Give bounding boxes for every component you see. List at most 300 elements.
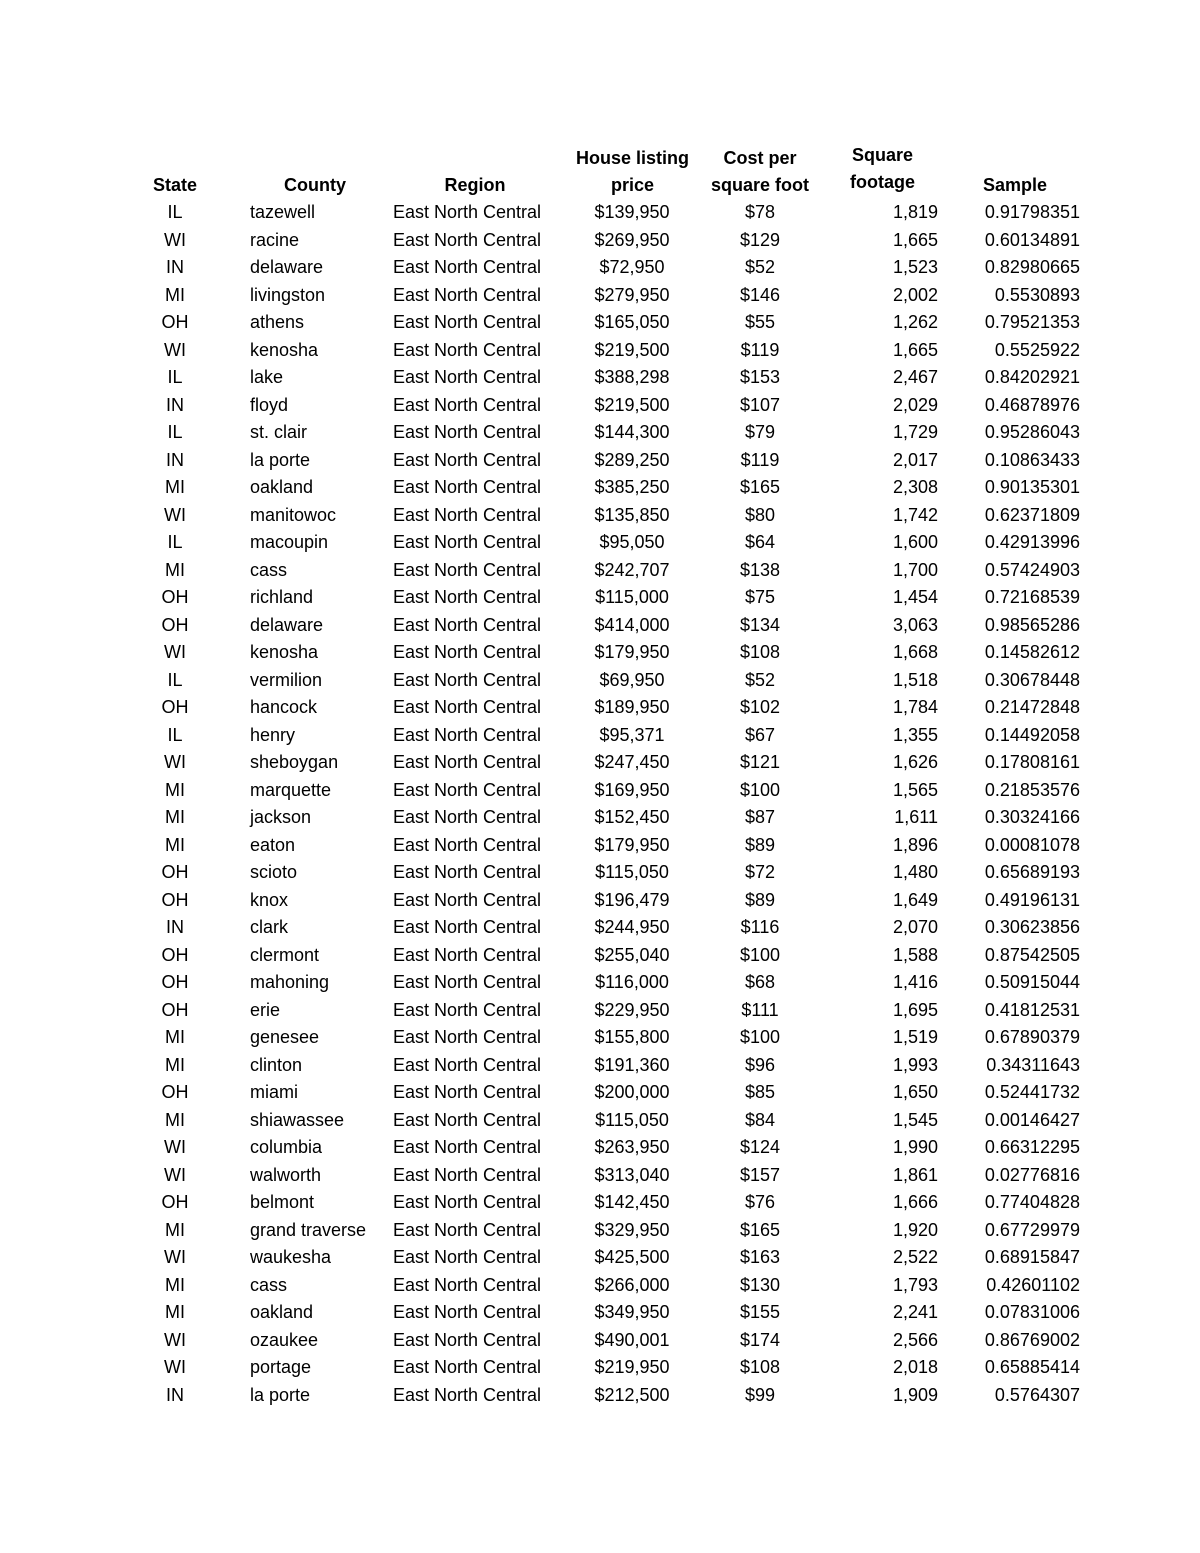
state-cell: MI [165, 559, 185, 580]
table-row [120, 227, 1090, 255]
square-footage-cell: 1,993 [892, 1054, 938, 1075]
listing-price-cell: $219,950 [594, 1357, 670, 1377]
region-cell: East North Central [393, 312, 542, 332]
sample-cell: 0.14492058 [984, 724, 1080, 745]
region-cell: East North Central [393, 834, 542, 855]
state-cell: WI [164, 1137, 186, 1157]
region-cell: East North Central [393, 422, 542, 442]
sample-cell: 0.07831006 [984, 1302, 1080, 1322]
cost-per-sqft-cell: $99 [744, 1384, 776, 1405]
state-cell: IL [167, 367, 183, 387]
square-footage-cell: 1,700 [892, 559, 938, 580]
cost-per-sqft-cell: $55 [744, 312, 776, 332]
state-cell: OH [161, 614, 189, 635]
square-footage-cell: 1,729 [892, 422, 938, 442]
listing-price-cell: $329,950 [594, 1219, 670, 1240]
table-row [120, 832, 1090, 860]
listing-price-cell: $279,950 [594, 284, 670, 305]
cost-per-sqft-cell: $174 [739, 1329, 781, 1350]
listing-price-cell: $165,050 [594, 312, 670, 332]
table-row [120, 1189, 1090, 1217]
county-cell: grand traverse [250, 1219, 367, 1240]
sample-cell: 0.30623856 [984, 917, 1080, 937]
state-cell: IN [166, 449, 184, 470]
sample-cell: 0.84202921 [984, 367, 1080, 387]
cost-per-sqft-cell: $108 [739, 642, 781, 662]
listing-price-cell: $255,040 [594, 944, 670, 965]
region-cell: East North Central [393, 614, 542, 635]
cost-per-sqft-cell: $157 [739, 1164, 781, 1185]
county-cell: oakland [250, 477, 314, 497]
region-cell: East North Central [393, 257, 542, 277]
sample-cell: 0.57424903 [984, 559, 1080, 580]
region-cell: East North Central [393, 449, 542, 470]
county-cell: la porte [250, 449, 311, 470]
square-footage-cell: 1,665 [892, 339, 938, 360]
county-cell: columbia [250, 1137, 323, 1157]
listing-price-cell: $189,950 [594, 697, 670, 717]
table-row [120, 722, 1090, 750]
state-cell: OH [161, 697, 189, 717]
state-cell: OH [161, 999, 189, 1020]
listing-price-cell: $72,950 [599, 257, 665, 277]
sample-cell: 0.72168539 [984, 587, 1080, 607]
state-cell: MI [165, 1219, 185, 1240]
square-footage-cell: 1,668 [892, 642, 938, 662]
square-footage-cell: 2,070 [892, 917, 938, 937]
state-cell: OH [161, 862, 189, 882]
cost-per-sqft-cell: $134 [739, 614, 781, 635]
sample-cell: 0.14582612 [984, 642, 1080, 662]
sample-cell: 0.86769002 [984, 1329, 1080, 1350]
state-cell: MI [165, 779, 185, 800]
square-footage-cell: 1,695 [892, 999, 938, 1020]
cost-per-sqft-cell: $100 [739, 1027, 781, 1047]
cost-per-sqft-cell: $100 [739, 779, 781, 800]
sample-cell: 0.42601102 [986, 1274, 1080, 1295]
listing-price-cell: $263,950 [594, 1137, 670, 1157]
state-cell: WI [164, 504, 186, 525]
region-cell: East North Central [393, 752, 542, 772]
square-footage-cell: 1,742 [892, 504, 938, 525]
listing-price-cell: $414,000 [594, 614, 670, 635]
sample-cell: 0.49196131 [984, 889, 1080, 910]
region-cell: East North Central [393, 1054, 542, 1075]
region-cell: East North Central [393, 394, 542, 415]
sample-cell: 0.21472848 [984, 697, 1080, 717]
cost-per-sqft-cell: $52 [744, 669, 776, 690]
table-row [120, 557, 1090, 585]
sample-cell: 0.90135301 [984, 477, 1080, 497]
region-cell: East North Central [393, 1247, 542, 1267]
square-footage-cell: 2,017 [892, 449, 938, 470]
region-cell: East North Central [393, 532, 542, 552]
cost-per-sqft-cell: $116 [740, 917, 780, 937]
cost-per-sqft-cell: $124 [739, 1137, 781, 1157]
state-cell: IL [167, 422, 183, 442]
listing-price-cell: $313,040 [594, 1164, 670, 1185]
cost-per-sqft-cell: $72 [744, 862, 776, 882]
table-row [120, 859, 1090, 887]
county-cell: scioto [250, 862, 298, 882]
listing-price-cell: $196,479 [594, 889, 670, 910]
county-cell: genesee [250, 1027, 320, 1047]
region-cell: East North Central [393, 779, 542, 800]
listing-price-cell: $388,298 [594, 367, 670, 387]
listing-price-cell: $212,500 [594, 1384, 670, 1405]
cost-per-sqft-cell: $100 [739, 944, 781, 965]
state-cell: OH [161, 1082, 189, 1102]
table-row [120, 914, 1090, 942]
cost-per-sqft-cell: $119 [740, 339, 780, 360]
table-row [120, 667, 1090, 695]
square-footage-cell: 1,665 [892, 229, 938, 250]
region-cell: East North Central [393, 1109, 542, 1130]
region-cell: East North Central [393, 1274, 542, 1295]
state-cell: IN [166, 917, 184, 937]
cost-per-sqft-cell: $129 [739, 229, 781, 250]
table-row [120, 612, 1090, 640]
county-cell: ozaukee [250, 1329, 319, 1350]
region-cell: East North Central [393, 1027, 542, 1047]
cost-per-sqft-cell: $146 [739, 284, 781, 305]
cost-per-sqft-cell: $89 [744, 889, 776, 910]
table-row [120, 1217, 1090, 1245]
sample-cell: 0.82980665 [984, 257, 1080, 277]
sample-cell: 0.5764307 [994, 1384, 1080, 1405]
county-cell: delaware [250, 257, 324, 277]
listing-price-cell: $152,450 [594, 807, 670, 827]
state-cell: OH [161, 312, 189, 332]
sample-cell: 0.30324166 [984, 807, 1080, 827]
square-footage-cell: 1,920 [892, 1219, 938, 1240]
state-cell: WI [164, 752, 186, 772]
region-cell: East North Central [393, 1302, 542, 1322]
county-cell: vermilion [250, 669, 323, 690]
county-cell: kenosha [250, 642, 319, 662]
state-cell: IN [166, 257, 184, 277]
cost-per-sqft-cell: $119 [740, 449, 780, 470]
sample-cell: 0.5525922 [994, 339, 1080, 360]
cost-per-sqft-cell: $153 [739, 367, 781, 387]
state-cell: IL [167, 202, 183, 222]
state-cell: IL [167, 669, 183, 690]
cost-per-sqft-cell: $165 [739, 1219, 781, 1240]
cost-per-sqft-cell: $68 [744, 972, 776, 992]
table-row [120, 1162, 1090, 1190]
cost-per-sqft-cell: $87 [744, 807, 776, 827]
listing-price-cell: $229,950 [594, 999, 670, 1020]
region-cell: East North Central [393, 669, 542, 690]
county-cell: richland [250, 587, 314, 607]
square-footage-cell: 1,523 [892, 257, 938, 277]
sample-cell: 0.5530893 [994, 284, 1080, 305]
sample-cell: 0.95286043 [984, 422, 1080, 442]
table-row [120, 969, 1090, 997]
county-cell: clinton [250, 1054, 303, 1075]
county-cell: belmont [250, 1192, 315, 1212]
cost-per-sqft-cell: $107 [739, 394, 781, 415]
region-cell: East North Central [393, 1137, 542, 1157]
region-cell: East North Central [393, 999, 542, 1020]
table-row [120, 392, 1090, 420]
sample-cell: 0.34311643 [986, 1054, 1080, 1075]
region-cell: East North Central [393, 1192, 542, 1212]
sample-cell: 0.00146427 [984, 1109, 1080, 1130]
region-cell: East North Central [393, 477, 542, 497]
square-footage-cell: 2,018 [892, 1357, 938, 1377]
state-cell: WI [164, 1247, 186, 1267]
listing-price-cell: $155,800 [594, 1027, 670, 1047]
square-footage-cell: 1,611 [894, 807, 938, 827]
region-cell: East North Central [393, 229, 542, 250]
listing-price-cell: $242,707 [594, 559, 670, 580]
county-cell: oakland [250, 1302, 314, 1322]
square-footage-cell: 1,565 [892, 779, 938, 800]
county-cell: marquette [250, 779, 332, 800]
table-row [120, 1244, 1090, 1272]
region-cell: East North Central [393, 1384, 542, 1405]
square-footage-cell: 1,649 [892, 889, 938, 910]
county-cell: racine [250, 229, 300, 250]
region-cell: East North Central [393, 1357, 542, 1377]
spreadsheet-table [120, 142, 1090, 1409]
sample-cell: 0.68915847 [984, 1247, 1080, 1267]
sample-cell: 0.65689193 [984, 862, 1080, 882]
cost-per-sqft-cell: $155 [739, 1302, 781, 1322]
state-cell: OH [161, 944, 189, 965]
cost-per-sqft-cell: $163 [739, 1247, 781, 1267]
region-cell: East North Central [393, 917, 542, 937]
square-footage-cell: 2,029 [892, 394, 938, 415]
listing-price-cell: $135,850 [594, 504, 670, 525]
sample-cell: 0.67729979 [984, 1219, 1080, 1240]
sample-cell: 0.30678448 [984, 669, 1080, 690]
table-row [120, 282, 1090, 310]
state-cell: MI [165, 807, 185, 827]
sample-cell: 0.02776816 [984, 1164, 1080, 1185]
state-cell: OH [161, 587, 189, 607]
region-cell: East North Central [393, 944, 542, 965]
header-county: County [284, 175, 346, 195]
region-cell: East North Central [393, 1219, 542, 1240]
state-cell: MI [165, 1054, 185, 1075]
sample-cell: 0.50915044 [984, 972, 1080, 992]
state-cell: OH [161, 1192, 189, 1212]
table-row [120, 749, 1090, 777]
state-cell: MI [165, 1302, 185, 1322]
county-cell: st. clair [250, 422, 308, 442]
region-cell: East North Central [393, 339, 542, 360]
state-cell: OH [161, 889, 189, 910]
square-footage-cell: 1,355 [892, 724, 938, 745]
square-footage-cell: 2,241 [892, 1302, 938, 1322]
region-cell: East North Central [393, 862, 542, 882]
table-row [120, 419, 1090, 447]
state-cell: WI [164, 229, 186, 250]
listing-price-cell: $425,500 [594, 1247, 670, 1267]
table-body [120, 199, 1090, 1409]
sample-cell: 0.41812531 [984, 999, 1080, 1020]
square-footage-cell: 1,519 [892, 1027, 938, 1047]
region-cell: East North Central [393, 1164, 542, 1185]
table-row [120, 474, 1090, 502]
header-cost-per-square-foot: Cost per square foot [710, 148, 809, 195]
county-cell: hancock [250, 697, 318, 717]
sample-cell: 0.21853576 [984, 779, 1080, 800]
region-cell: East North Central [393, 889, 542, 910]
listing-price-cell: $179,950 [594, 642, 670, 662]
county-cell: tazewell [250, 202, 316, 222]
header-house-listing-price: House listing price [575, 148, 689, 195]
table-row [120, 694, 1090, 722]
sample-cell: 0.87542505 [984, 944, 1080, 965]
sample-cell: 0.65885414 [984, 1357, 1080, 1377]
state-cell: MI [165, 284, 185, 305]
state-cell: IN [166, 394, 184, 415]
table-row [120, 639, 1090, 667]
listing-price-cell: $247,450 [594, 752, 670, 772]
square-footage-cell: 1,588 [892, 944, 938, 965]
table-row [120, 1024, 1090, 1052]
square-footage-cell: 1,416 [892, 972, 938, 992]
state-cell: OH [161, 972, 189, 992]
state-cell: MI [165, 834, 185, 855]
state-cell: WI [164, 1164, 186, 1185]
sample-cell: 0.77404828 [984, 1192, 1080, 1212]
listing-price-cell: $115,000 [595, 587, 669, 607]
square-footage-cell: 2,522 [892, 1247, 938, 1267]
cost-per-sqft-cell: $111 [741, 999, 779, 1020]
listing-price-cell: $95,371 [599, 724, 665, 745]
sample-cell: 0.10863433 [984, 449, 1080, 470]
state-cell: WI [164, 1357, 186, 1377]
region-cell: East North Central [393, 724, 542, 745]
sample-cell: 0.66312295 [984, 1137, 1080, 1157]
listing-price-cell: $115,050 [595, 1109, 669, 1130]
sample-cell: 0.98565286 [984, 614, 1080, 635]
county-cell: knox [250, 889, 289, 910]
square-footage-cell: 1,650 [892, 1082, 938, 1102]
table-row [120, 309, 1090, 337]
county-cell: lake [250, 367, 284, 387]
header-region: Region [444, 175, 506, 195]
region-cell: East North Central [393, 972, 542, 992]
square-footage-cell: 2,002 [892, 284, 938, 305]
cost-per-sqft-cell: $67 [744, 724, 776, 745]
table-row [120, 1327, 1090, 1355]
square-footage-cell: 1,518 [892, 669, 938, 690]
state-cell: WI [164, 642, 186, 662]
region-cell: East North Central [393, 202, 542, 222]
listing-price-cell: $191,360 [594, 1054, 670, 1075]
county-cell: clark [250, 917, 289, 937]
cost-per-sqft-cell: $79 [744, 422, 776, 442]
region-cell: East North Central [393, 367, 542, 387]
square-footage-cell: 1,896 [892, 834, 938, 855]
county-cell: walworth [250, 1164, 322, 1185]
sample-cell: 0.46878976 [984, 394, 1080, 415]
listing-price-cell: $219,500 [594, 339, 670, 360]
square-footage-cell: 1,990 [892, 1137, 938, 1157]
listing-price-cell: $200,000 [594, 1082, 670, 1102]
square-footage-cell: 1,626 [892, 752, 938, 772]
table-row [120, 337, 1090, 365]
county-cell: portage [250, 1357, 312, 1377]
listing-price-cell: $179,950 [594, 834, 670, 855]
table-row [120, 1052, 1090, 1080]
state-cell: WI [164, 1329, 186, 1350]
cost-per-sqft-cell: $78 [744, 202, 776, 222]
table-row [120, 887, 1090, 915]
square-footage-cell: 1,793 [892, 1274, 938, 1295]
state-cell: WI [164, 339, 186, 360]
county-cell: miami [250, 1082, 298, 1102]
square-footage-cell: 1,784 [892, 697, 938, 717]
state-cell: MI [165, 1027, 185, 1047]
square-footage-cell: 2,308 [892, 477, 938, 497]
cost-per-sqft-cell: $52 [744, 257, 776, 277]
listing-price-cell: $144,300 [594, 422, 670, 442]
sample-cell: 0.62371809 [984, 504, 1080, 525]
table-row [120, 777, 1090, 805]
listing-price-cell: $289,250 [594, 449, 670, 470]
county-cell: kenosha [250, 339, 319, 360]
listing-price-cell: $269,950 [594, 229, 670, 250]
county-cell: cass [250, 1274, 288, 1295]
state-cell: MI [165, 1274, 185, 1295]
state-cell: MI [165, 1109, 185, 1130]
county-cell: waukesha [250, 1247, 332, 1267]
region-cell: East North Central [393, 697, 542, 717]
table-row [120, 1299, 1090, 1327]
table-row [120, 1354, 1090, 1382]
cost-per-sqft-cell: $165 [739, 477, 781, 497]
square-footage-cell: 1,454 [892, 587, 938, 607]
square-footage-cell: 1,819 [892, 202, 938, 222]
county-cell: manitowoc [250, 504, 337, 525]
table-row [120, 502, 1090, 530]
listing-price-cell: $116,000 [595, 972, 669, 992]
table-row [120, 804, 1090, 832]
cost-per-sqft-cell: $121 [739, 752, 781, 772]
county-cell: clermont [250, 944, 320, 965]
square-footage-cell: 1,909 [892, 1384, 938, 1405]
cost-per-sqft-cell: $89 [744, 834, 776, 855]
square-footage-cell: 1,600 [892, 532, 938, 552]
header-state: State [152, 175, 197, 195]
header-square-footage: Square footage [850, 145, 915, 192]
square-footage-cell: 1,666 [892, 1192, 938, 1212]
county-cell: athens [250, 312, 305, 332]
region-cell: East North Central [393, 1329, 542, 1350]
listing-price-cell: $490,001 [594, 1329, 670, 1350]
cost-per-sqft-cell: $76 [744, 1192, 776, 1212]
state-cell: IN [166, 1384, 184, 1405]
listing-price-cell: $244,950 [594, 917, 670, 937]
sample-cell: 0.60134891 [984, 229, 1080, 250]
county-cell: cass [250, 559, 288, 580]
square-footage-cell: 3,063 [892, 614, 938, 635]
table-row [120, 199, 1090, 227]
listing-price-cell: $169,950 [594, 779, 670, 800]
cost-per-sqft-cell: $75 [744, 587, 776, 607]
county-cell: henry [250, 724, 296, 745]
cost-per-sqft-cell: $80 [744, 504, 776, 525]
county-cell: shiawassee [250, 1109, 345, 1130]
listing-price-cell: $219,500 [594, 394, 670, 415]
region-cell: East North Central [393, 504, 542, 525]
